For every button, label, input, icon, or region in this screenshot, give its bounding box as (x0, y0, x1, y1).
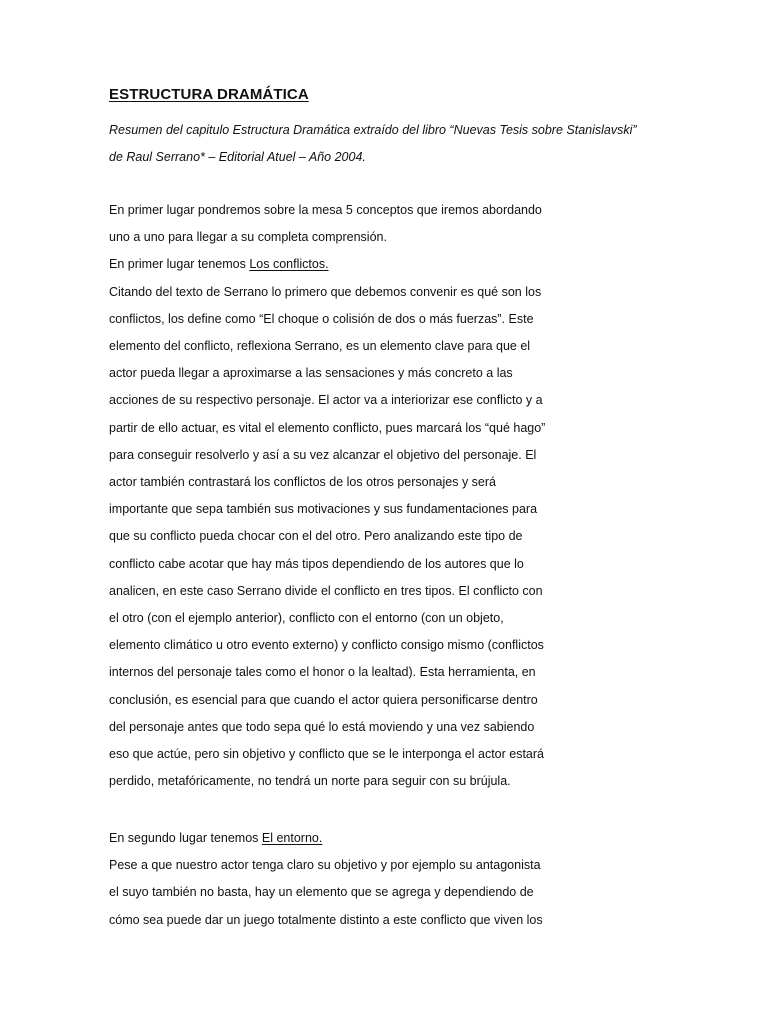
paragraph-line: del personaje antes que todo sepa qué lo está moviendo y una vez sabiendo (109, 719, 535, 734)
heading-term: El entorno. (261, 831, 323, 845)
paragraph-line: eso que actúe, pero sin objetivo y conflicto que se le interponga el actor estará (109, 747, 544, 762)
paragraph-line: acciones de su respectivo personaje. El actor va a interiorizar ese conflicto y a (109, 393, 543, 408)
heading-prefix: En segundo lugar tenemos (109, 831, 262, 845)
document-subtitle (109, 117, 669, 171)
paragraph-line: conclusión, es esencial para que cuando el actor quiera personificarse dentro (109, 692, 538, 707)
paragraph-line: elemento del conflicto, reflexiona Serrano, es un elemento clave para que el (109, 339, 531, 354)
paragraph-line: actor pueda llegar a aproximarse a las sensaciones y más concreto a las (109, 366, 513, 381)
section-heading-conflictos (109, 251, 709, 278)
paragraph-line: Pese a que nuestro actor tenga claro su objetivo y por ejemplo su antagonista (109, 858, 541, 873)
paragraph-line: conflicto cabe acotar que hay más tipos dependiendo de los autores que lo (109, 556, 524, 571)
paragraph-line: elemento climático u otro evento externo) y conflicto consigo mismo (conflictos (109, 638, 544, 653)
subtitle-line: Resumen del capitulo Estructura Dramática extraído del libro “Nuevas Tesis sobre Stanislavski” (109, 123, 637, 137)
paragraph-line: el otro (con el ejemplo anterior), conflicto con el entorno (con un objeto, (109, 611, 504, 626)
paragraph-line: para conseguir resolverlo y así a su vez alcanzar el objetivo del personaje. El (109, 447, 537, 462)
paragraph-line: que su conflicto pueda chocar con el del otro. Pero analizando este tipo de (109, 529, 523, 544)
section-entorno (109, 825, 709, 934)
paragraph-line: cómo sea puede dar un juego totalmente distinto a este conflicto que viven los (109, 912, 543, 927)
paragraph-line: conflictos, los define como “El choque o colisión de dos o más fuerzas”. Este (109, 311, 534, 326)
heading-prefix: En primer lugar tenemos (109, 257, 250, 272)
paragraph-line: perdido, metafóricamente, no tendrá un norte para seguir con su brújula. (109, 774, 511, 789)
paragraph-line: analicen, en este caso Serrano divide el conflicto en tres tipos. El conflicto con (109, 583, 543, 598)
heading-term: Los conflictos. (249, 257, 329, 272)
document-title: ESTRUCTURA DRAMÁTICA (109, 86, 309, 103)
paragraph-line: uno a uno para llegar a su completa comprensión. (109, 230, 387, 245)
paragraph-line: importante que sepa también sus motivaciones y sus fundamentaciones para (109, 502, 538, 517)
paragraph-line: Citando del texto de Serrano lo primero que debemos convenir es qué son los (109, 284, 542, 299)
paragraph-line: partir de ello actuar, es vital el elemento conflicto, pues marcará los “qué hago” (109, 420, 546, 435)
paragraph-line: actor también contrastará los conflictos de los otros personajes y será (109, 475, 496, 490)
subtitle-line: de Raul Serrano* – Editorial Atuel – Año 2004. (109, 150, 366, 164)
section-heading-entorno (109, 825, 709, 852)
paragraph-line: el suyo también no basta, hay un elemento que se agrega y dependiendo de (109, 885, 534, 900)
paragraph-line: internos del personaje tales como el honor o la lealtad). Esta herramienta, en (109, 665, 536, 680)
paragraph-line: En primer lugar pondremos sobre la mesa 5 conceptos que iremos abordando (109, 203, 542, 217)
section-conflictos (109, 197, 709, 795)
